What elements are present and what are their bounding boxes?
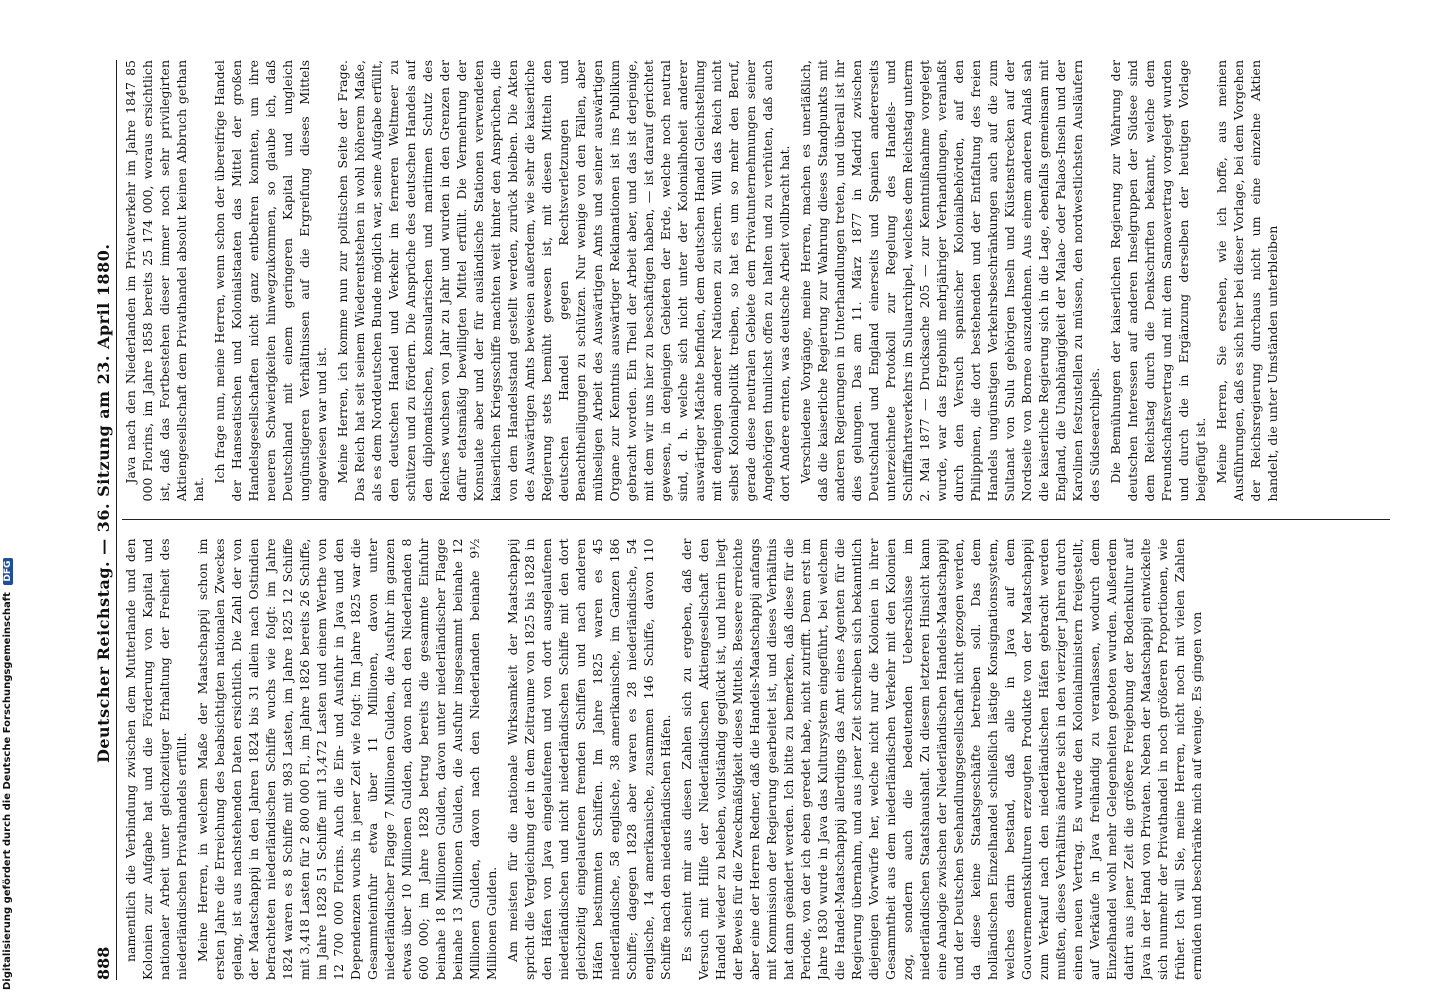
page-title: Deutscher Reichstag. — 36. Sitzung am 23. April 1880. — [93, 243, 113, 763]
credit-text: Digitalisierung gefördert durch die Deutsche Forschungsgemeinschaft — [2, 592, 13, 990]
paragraph: Verschiedene Vorgänge, meine Herren, machen es unerläßlich, daß die kaiserliche Regierung zur Wahrung dieses Standpunkts mit anderen Regierungen in Unterhandlungen treten, und überall ist ihr dies gelungen. Das am 11. März 1877 in Madrid zwischen Deutschland und England einerseits und Spanien andererseits unterzeichnete Protokoll zur Regelung des Handels- und Schifffahrtsverkehrs im Suluarchipel, welches dem Reichstag unterm 2. Mai 1877 — Drucksache 205 — zur Kenntnißnahme vorgelegt wurde, war das Ergebniß mehrjähriger Verhandlungen, veranlaßt durch den Versuch spanischer Kolonialbehörden, auf den Philippinen, die dort bestehenden und der Entfaltung des freien Handels ungünstigen Verkehrsbeschränkungen auch auf die zum Sultanat von Sulu gehörigen Inseln und Küstenstrecken auf der Nordseite von Borneo auszudehnen. Aus einem anderen Anlaß sah die kaiserliche Regierung sich in die Lage, ebenfalls gemeinsam mit England, die Unabhängigkeit der Malao- oder Palaos-Inseln und der Karolinen festzustellen zu müssen, den nordwestlichsten Ausläufern des Südseearchipels. — [798, 60, 1102, 502]
paragraph: Die Bemühungen der kaiserlichen Regierung zur Wahrung der deutschen Interessen auf anderen Inselgruppen der Südsee sind dem Reichstag durch die Denkschriften bekannt, welche dem Freundschaftsvertrag und mit dem Samoavertrag vorgelegt wurden und durch die in Ergänzung derselben der heutigen Vorlage beigefügt ist. — [1108, 60, 1208, 502]
paragraph: namentlich die Verbindung zwischen dem Mutterlande und den Kolonien zur Aufgabe hat und die Förderung von Kapital und nationaler Arbeit unter gleichzeitiger Erhaltung der Freiheit des niederländischen Privathandels erfüllt. — [123, 538, 189, 980]
right-column — [122, 60, 1390, 502]
page-header — [90, 60, 117, 980]
text-columns — [122, 60, 1390, 980]
paragraph: Ich frage nun, meine Herren, wenn schon der übereifrige Handel der Hanseatischen und Kolonialstaaten das Mittel der großen Handelsgesellschaften nicht ganz entbehren konnten, um ihre neueren Schwierigkeiten hinwegzukommen, so glaube ich, daß Deutschland mit einem geringeren Kapital und ungleich ungünstigeren Verhältnissen auf die Ergreifung dieses Mittels angewiesen war und ist. — [212, 60, 329, 502]
paragraph: Meine Herren, in welchem Maße der Maatschappij schon im ersten Jahre die Erreichung des beabsichtigten nationalen Zweckes gelang, ist aus nachstehenden Daten ersichtlich. Die Zahl der von der Maatschappij in den Jahren 1824 bis 31 allein nach Ostindien befrachteten niederländischen Schiffe wuchs wie folgt: im Jahre 1824 waren es 8 Schiffe mit 983 Lasten, im Jahre 1825 12 Schiffe mit 3,418 Lasten für 2 800 000 Fl., im Jahre 1826 bereits 26 Schiffe, im Jahre 1828 51 Schiffe mit 13,472 Lasten und einem Werthe von 12 700 000 Florins. Auch die Ein- und Ausfuhr in Java und den Dependenzen wuchs in jener Zeit wie folgt: Im Jahre 1825 war die Gesammteinfuhr etwa über 11 Millionen, davon unter niederländischer Flagge 7 Millionen Gulden, die Ausfuhr im ganzen etwas über 10 Millionen Gulden, davon nach den Niederlanden 8 600 000; im Jahre 1828 betrug bereits die gesammte Einfuhr beinahe 18 Millionen Gulden, davon unter niederländischer Flagge beinahe 13 Millionen Gulden, die Ausfuhr insgesammt beinahe 12 Millionen Gulden, davon nach den Niederlanden beinahe 9½ Millionen Gulden. — [195, 538, 499, 980]
paragraph: Meine Herren, Sie ersehen, wie ich hoffe, aus meinen Ausführungen, daß es sich hier bei dieser Vorlage, bei dem Vorgehen der Reichsregierung durchaus nicht um eine einzelne Aktien handelt, die unter Umständen unterbleiben — [1214, 60, 1280, 502]
paragraph: Am meisten für die nationale Wirksamkeit der Maatschappij spricht die Vergleichung der in dem Zeitraume von 1825 bis 1828 in den Häfen von Java eingelaufenen und von dort ausgelaufenen niederländischen und nicht niederländischen Schiffe mit den dort gleichzeitig eingelaufenen fremden Schiffen und nach anderen Häfen bestimmten Schiffen. Im Jahre 1825 waren es 45 niederländische, 58 englische, 38 amerikanische, im Ganzen 186 Schiffe; dagegen 1828 aber waren es 28 niederländische, 54 englische, 14 amerikanische, zusammen 146 Schiffe, davon 110 Schiffe nach den niederländischen Häfen. — [505, 538, 673, 980]
paragraph: Es scheint mir aus diesen Zahlen sich zu ergeben, daß der Versuch mit Hilfe der Niederländischen Aktiengesellschaft den Handel wieder zu beleben, vollständig geglückt ist, und hierin liegt der Beweis für die Zweckmäßigkeit dieses Mittels. Bessere erreichte aber eine der Herren Redner, daß die Handels-Maatschappij anfangs mit Kommission der Regierung gearbeitet ist, und dieses Verhältnis hat dann geändert werden. Ich bitte zu bemerken, daß diese für die Periode, von der ich eben geredet habe, nicht zutrifft. Denn erst im Jahre 1830 wurde in Java das Kultursystem eingeführt, bei welchem die Handel-Maatschappij allerdings das Amt eines Agenten für die Regierung übernahm, und aus jener Zeit schreiben sich bekanntlich diejenigen Vorwürfe her, welche nicht nur die Kolonien in ihrer Gesammtheit aus dem niederländischen Verkehr mit den Kolonien zog, sondern auch die bedeutenden Ueberschüsse im niederländischen Staatshaushalt. Zu diesem letzteren Hinsicht kann eine Analogie zwischen der Niederländischen Handels-Maatschappij und der Deutschen Seehandlungsgesellschaft nicht gezogen werden, da diese keine Staatsgeschäfte betreiben soll. Das dem holländischen Einzelhandel schließlich lästige Konsignationssystem, welches darin bestand, daß alle in Java auf dem Gouvernementskulturen erzeugten Produkte von der Maatschappij zum Verkauf nach den niederländischen Häfen gebracht werden mußten, dieses Verhältnis änderte sich in den vierziger Jahren durch einen neuen Vertrag. Es wurde den Kolonialministern freigestellt, auf Verkäufe in Java freihändig zu veranlassen, wodurch dem Einzelhandel wohl mehr Gelegenheiten geboten wurden. Außerdem datirt aus jener Zeit die größere Freigebung der Bodenkultur auf Java in der Hand von Privaten. Neben der Maatschappij entwickelte sich nunmehr der Privathandel in noch größeren Proportionen, wie früher. Ich will Sie, meine Herren, nicht noch mit vielen Zahlen ermüden und beschränke mich auf wenige. Es gingen von — [679, 538, 1204, 980]
paragraph: Meine Herren, ich komme nun zur politischen Seite der Frage. Das Reich hat seit seinem Wiederentstehen in wohl höherem Maße, als es dem Norddeutschen Bunde möglich war, seine Aufgabe erfüllt, den deutschen Handel und Verkehr im ferneren Weltmeer zu schützen und zu fördern. Die Ansprüche des deutschen Handels auf den diplomatischen, konsularischen und maritimen Schutz des Reiches wuchsen von Jahr zu Jahr und wurden in den Grenzen der dafür etatsmäßig bewilligten Mittel erfüllt. Die Vermehrung der Konsulate aber und der für ausländische Stationen verwendeten kaiserlichen Kriegsschiffe machten weit hinter den Ansprüchen, die von dem Handelsstand gestellt werden, zurück bleiben. Die Akten des Auswärtigen Amts beweisen außerdem, wie sehr die kaiserliche Regierung stets bemüht gewesen ist, mit diesen Mitteln den deutschen Handel gegen Rechtsverletzungen und Benachtheiligungen zu schützen. Nur wenige von den Fällen, aber mühseligen Arbeit des Auswärtigen Amts und seiner auswärtigen Organe zur Kenntnis auswärtiger Reklamationen ist ins Publikum gebracht worden. Ein Theil der Arbeit aber, und das ist derjenige, mit dem wir uns hier zu beschäftigen haben, — ist darauf gerichtet gewesen, in denjenigen Gebieten der Erde, welche noch neutral sind, d. h. welche sich nicht unter der Kolonialhoheit anderer auswärtiger Mächte befinden, dem deutschen Handel Gleichstellung mit denjenigen anderer Nationen zu sichern. Will das Reich nicht selbst Kolonialpolitik treiben, so hat es um so mehr den Beruf, gerade diese neutralen Gebiete dem Privatunternehmungen seiner Angehörigen thunlichst offen zu halten und zu verhüten, daß auch dort Andere ernten, was deutsche Arbeit vollbracht hat. — [335, 60, 792, 502]
left-column — [122, 539, 1390, 981]
page-number: 888 — [93, 946, 113, 980]
dfg-logo: DFG — [3, 558, 13, 585]
digitization-credit-strip — [2, 0, 22, 1000]
rotated-text-block — [90, 60, 1390, 980]
paragraph: Java nach den Niederlanden im Privatverkehr im Jahre 1847 85 000 Florins, im Jahre 1858 bereits 25 174 000, woraus ersichtlich ist, daß das Fortbestehen dieser immer noch sehr privilegirten Aktiengesellschaft dem Privathandel absolut keinen Abbruch gethan hat. — [123, 60, 206, 502]
digitization-credit — [2, 558, 13, 990]
column-divider — [122, 520, 1390, 521]
